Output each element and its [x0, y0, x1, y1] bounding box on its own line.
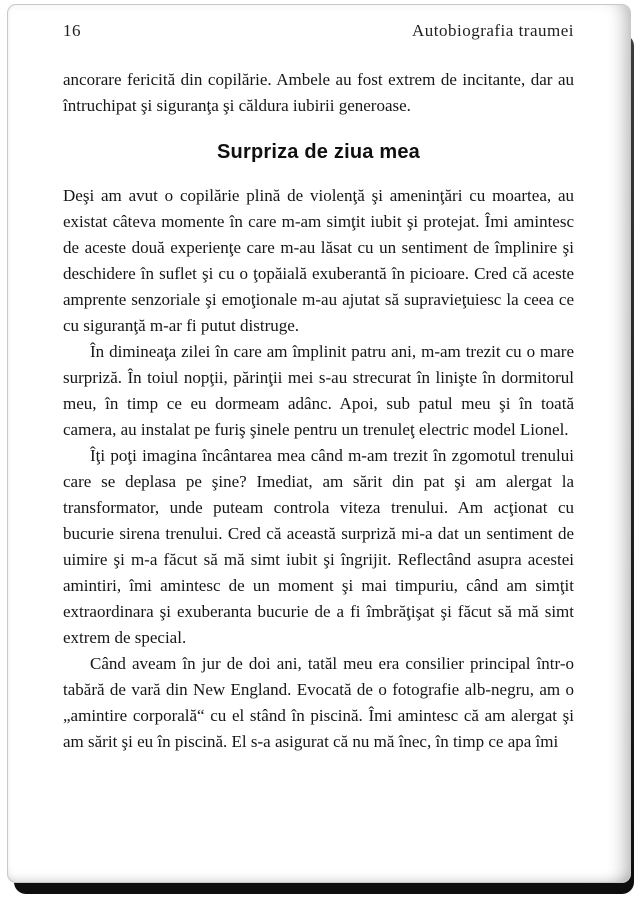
section-heading: Surpriza de ziua mea — [217, 141, 420, 163]
page-body — [63, 67, 574, 755]
paragraph: Deşi am avut o copilărie plină de violenţă şi ameninţări cu moartea, au existat câteva momente în care m-am simţit iubit şi protejat. Îmi amintesc de aceste două experienţe care m-au lăsat cu un sentiment de împlinire şi deschidere în suflet şi cu o ţopăială exuberantă în picioare. Cred că aceste amprente senzoriale şi emoţionale m-au ajutat să supravieţuiesc la ceea ce cu siguranţă m-ar fi putut distruge. — [63, 186, 574, 335]
continuation-paragraph: ancorare fericită din copilărie. Ambele au fost extrem de incitante, dar au întruchipat şi siguranţa şi căldura iubirii generoase. — [63, 70, 574, 115]
paragraph: În dimineaţa zilei în care am împlinit patru ani, m-am trezit cu o mare surpriză. În toiul nopţii, părinţii mei s-au strecurat în linişte în dormitorul meu, în timp ce eu dormeam adânc. Apoi, sub patul meu şi în toată camera, au instalat pe furiş şinele pentru un trenuleţ electric model Lionel. — [63, 342, 574, 439]
paragraph: Când aveam în jur de doi ani, tatăl meu era consilier principal într-o tabără de vară din New England. Evocată de o fotografie alb-negru, am o „amintire corporală“ cu el stând în piscină. Îmi amintesc că am alergat şi am sărit şi eu în piscină. El s-a asigurat că nu mă înec, în timp ce apa îmi — [63, 654, 574, 751]
page — [7, 4, 631, 883]
running-title: Autobiografia traumei — [411, 21, 574, 40]
page-header — [63, 21, 574, 41]
paragraph: Îţi poţi imagina încântarea mea când m-am trezit în zgomotul trenului care se deplasa pe şine? Imediat, am sărit din pat şi am alergat la transformator, unde puteam controla viteza trenului. Am acţionat cu bucurie sirena trenului. Cred că această surpriză mi-a dat un sentiment de uimire şi m-a făcut să mă simt iubit şi îngrijit. Reflectând asupra acestei amintiri, îmi amintesc de un moment şi mai timpuriu, când am simţit extraordinara şi exuberanta bucurie de a fi îmbrăţişat şi făcut să mă simt extrem de special. — [63, 446, 574, 647]
page-number: 16 — [63, 21, 81, 40]
